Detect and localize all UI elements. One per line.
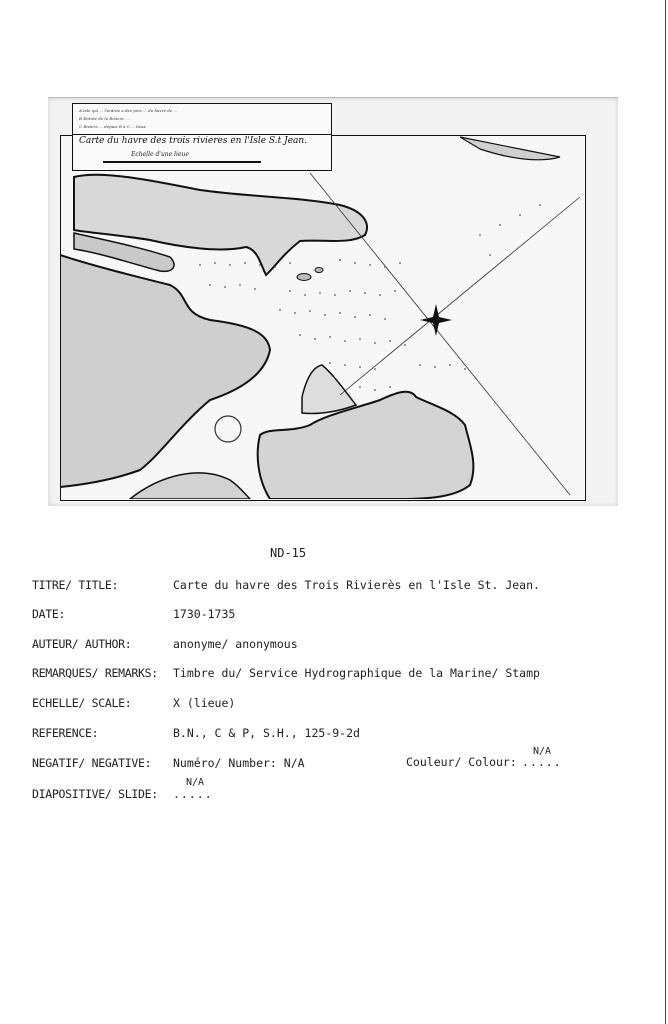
cartouche-divider [73,134,331,135]
slide-label: DIAPOSITIVE/ SLIDE: [32,787,158,801]
author-value: anonyme/ anonymous [173,637,298,651]
harbour-map [60,135,584,499]
colour-label: Couleur/ Colour: [406,755,517,769]
colour-na: N/A [533,746,552,757]
title-value: Carte du havre des Trois Rivierès en l'Isle St. Jean. [173,578,540,592]
author-label: AUTEUR/ AUTHOR: [32,637,132,651]
legend-line-c: C Riviere ... depuis B a C ... lieue [79,124,146,129]
document-id: ND-15 [270,546,307,560]
map-south-east-land [258,392,474,499]
map-north-east-coast [460,137,560,160]
stamp-seal [215,416,241,442]
page-edge-line [665,0,666,1024]
map-south-shore [130,473,250,499]
map-title: Carte du havre des trois rivieres en l'Isle S.t Jean. [79,136,308,146]
map-scale-label: Echelle d'une lieue [131,151,189,158]
compass-rose-icon [420,304,452,336]
reference-value: B.N., C & P, S.H., 125-9-2d [173,726,360,740]
negative-label: NEGATIF/ NEGATIVE: [32,756,152,770]
rhumb-line-2 [340,197,580,395]
remarks-value: Timbre du/ Service Hydrographique de la Marine/ Stamp [173,666,540,680]
map-small-island [302,365,356,414]
date-label: DATE: [32,607,66,621]
negative-value: Numéro/ Number: N/A [173,756,305,770]
title-label: TITRE/ TITLE: [32,578,119,592]
slide-na: N/A [186,777,205,788]
remarks-label: REMARQUES/ REMARKS: [32,666,158,680]
reference-label: REFERENCE: [32,726,99,740]
scale-label: ECHELLE/ SCALE: [32,696,132,710]
colour-dots: ..... [522,755,562,769]
slide-dots: ..... [173,787,213,801]
map-west-land [60,255,270,487]
legend-line-a: A Isle qui ... l'entrée a des pins ... du havre de ... [79,108,178,113]
date-value: 1730-1735 [173,607,236,621]
map-rock [297,274,311,281]
map-scale-bar [103,161,261,163]
map-cartouche [72,103,332,171]
scale-value: X (lieue) [173,696,236,710]
legend-line-b: B Entrée de la Riviere ... [79,116,129,121]
map-rock [315,268,323,273]
